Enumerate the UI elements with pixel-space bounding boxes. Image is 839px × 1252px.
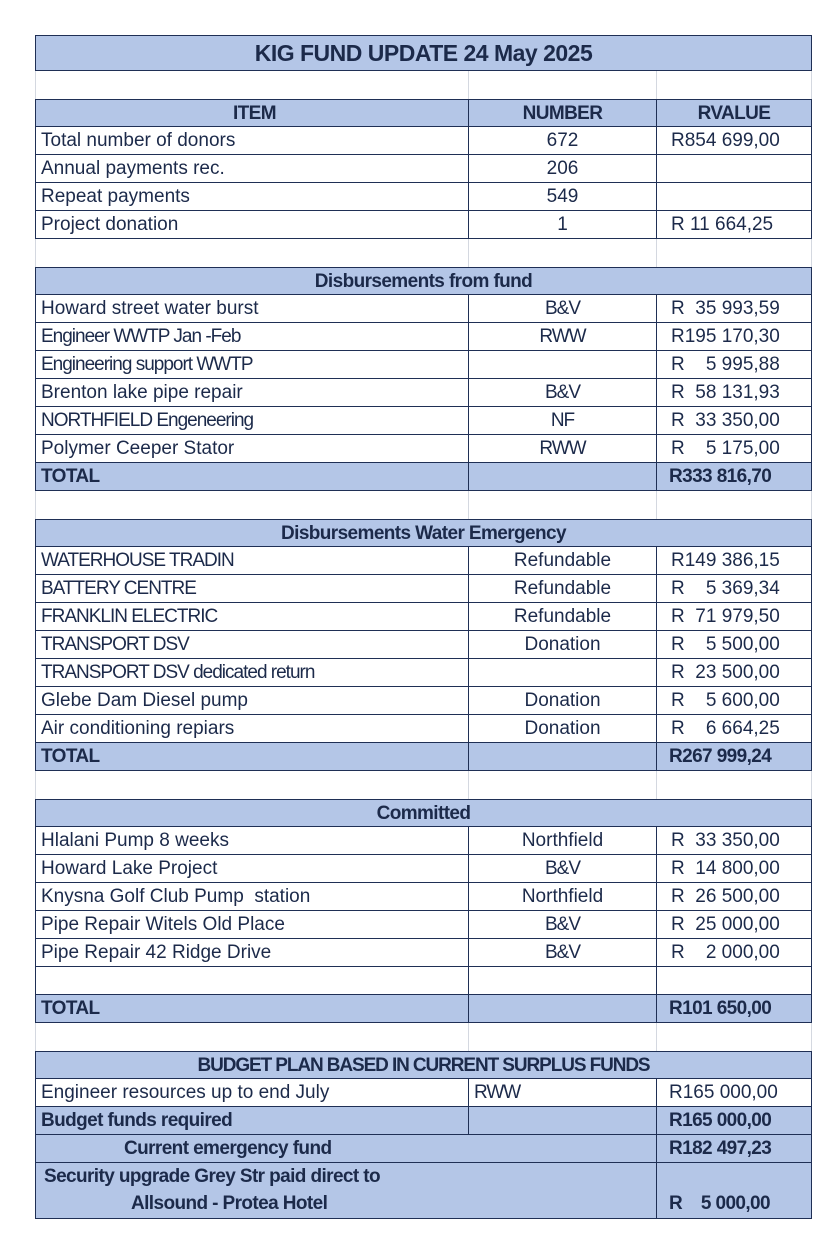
table-row (35, 407, 812, 435)
value-cell: R 26 500,00 (656, 883, 812, 911)
item-cell: BATTERY CENTRE (35, 575, 468, 603)
number-cell: 549 (468, 183, 656, 211)
section-heading: Disbursements from fund (35, 267, 812, 295)
value-cell: R149 386,15 (656, 547, 812, 575)
table-row (35, 687, 812, 715)
table-row (35, 827, 812, 855)
item-cell: Air conditioning repiars (35, 715, 468, 743)
item-cell: Hlalani Pump 8 weeks (35, 827, 468, 855)
table-row (35, 435, 812, 463)
item-cell: NORTHFIELD Engeneering (35, 407, 468, 435)
number-cell: Donation (468, 687, 656, 715)
table-row (35, 631, 812, 659)
table-row (35, 211, 812, 239)
table-row (35, 295, 812, 323)
item-cell: Pipe Repair Witels Old Place (35, 911, 468, 939)
item-cell: Project donation (35, 211, 468, 239)
value-cell: R 33 350,00 (656, 827, 812, 855)
current-fund-value: R182 497,23 (656, 1135, 812, 1163)
number-cell: RWW (468, 435, 656, 463)
total-value: R333 816,70 (656, 463, 812, 491)
header-item: ITEM (35, 99, 468, 127)
budget-required-label: Budget funds required (35, 1107, 468, 1135)
table-row (35, 351, 812, 379)
item-cell: Brenton lake pipe repair (35, 379, 468, 407)
value-cell: R 5 600,00 (656, 687, 812, 715)
number-cell: Refundable (468, 547, 656, 575)
item-cell: FRANKLIN ELECTRIC (35, 603, 468, 631)
value-cell: R 35 993,59 (656, 295, 812, 323)
item-cell: Engineering support WWTP (35, 351, 468, 379)
item-cell: Howard Lake Project (35, 855, 468, 883)
table-row (35, 575, 812, 603)
item-cell: Knysna Golf Club Pump station (35, 883, 468, 911)
number-cell: 206 (468, 155, 656, 183)
number-cell (468, 351, 656, 379)
table-row (35, 155, 812, 183)
value-cell: R165 000,00 (656, 1079, 812, 1107)
value-cell: R195 170,30 (656, 323, 812, 351)
section-heading-row (35, 267, 812, 295)
spacer-row (35, 71, 812, 99)
item-cell: WATERHOUSE TRADIN (35, 547, 468, 575)
item-cell: Total number of donors (35, 127, 468, 155)
number-cell: Donation (468, 631, 656, 659)
number-cell: B&V (468, 295, 656, 323)
header-number: NUMBER (468, 99, 656, 127)
table-row (35, 855, 812, 883)
value-cell (656, 155, 812, 183)
total-label: TOTAL (35, 995, 468, 1023)
table-row (35, 883, 812, 911)
value-cell (656, 183, 812, 211)
fund-update-sheet (35, 35, 812, 1219)
security-label (35, 1163, 656, 1219)
item-cell: Pipe Repair 42 Ridge Drive (35, 939, 468, 967)
table-row (35, 379, 812, 407)
spacer-row (35, 1023, 812, 1051)
item-cell: Polymer Ceeper Stator (35, 435, 468, 463)
number-cell: RWW (468, 323, 656, 351)
table-row (35, 967, 812, 995)
title-row (35, 35, 812, 71)
value-cell: R 5 175,00 (656, 435, 812, 463)
total-row (35, 995, 812, 1023)
header-rvalue: RVALUE (656, 99, 812, 127)
current-fund-row (35, 1135, 812, 1163)
total-value: R267 999,24 (656, 743, 812, 771)
table-row (35, 1079, 812, 1107)
table-row (35, 715, 812, 743)
number-cell: 1 (468, 211, 656, 239)
security-line-1: Security upgrade Grey Str paid direct to (44, 1166, 381, 1187)
number-cell: 672 (468, 127, 656, 155)
table-row (35, 911, 812, 939)
table-row (35, 939, 812, 967)
value-cell: R 25 000,00 (656, 911, 812, 939)
table-row (35, 603, 812, 631)
table-row (35, 323, 812, 351)
total-row (35, 463, 812, 491)
total-label: TOTAL (35, 743, 468, 771)
value-cell: R 2 000,00 (656, 939, 812, 967)
value-cell: R 71 979,50 (656, 603, 812, 631)
item-cell: Engineer resources up to end July (35, 1079, 468, 1107)
security-row (35, 1163, 812, 1219)
section-heading: Disbursements Water Emergency (35, 519, 812, 547)
number-cell: RWW (468, 1079, 656, 1107)
spacer-row (35, 771, 812, 799)
section-heading: Committed (35, 799, 812, 827)
current-fund-label: Current emergency fund (35, 1135, 656, 1163)
item-cell: Annual payments rec. (35, 155, 468, 183)
number-cell: B&V (468, 911, 656, 939)
value-cell: R 6 664,25 (656, 715, 812, 743)
item-cell: TRANSPORT DSV dedicated return (35, 659, 468, 687)
number-cell: B&V (468, 855, 656, 883)
number-cell: Refundable (468, 603, 656, 631)
number-cell: Refundable (468, 575, 656, 603)
budget-required-value: R165 000,00 (656, 1107, 812, 1135)
number-cell: Northfield (468, 883, 656, 911)
number-cell: B&V (468, 939, 656, 967)
value-cell: R 14 800,00 (656, 855, 812, 883)
value-cell: R 23 500,00 (656, 659, 812, 687)
table-row (35, 547, 812, 575)
table-row (35, 127, 812, 155)
number-cell (468, 659, 656, 687)
value-cell: R854 699,00 (656, 127, 812, 155)
number-cell: NF (468, 407, 656, 435)
total-value: R101 650,00 (656, 995, 812, 1023)
item-cell: Howard street water burst (35, 295, 468, 323)
spacer-row (35, 239, 812, 267)
security-value: R 5 000,00 (656, 1163, 812, 1219)
number-cell: Northfield (468, 827, 656, 855)
value-cell: R 11 664,25 (656, 211, 812, 239)
budget-required-row (35, 1107, 812, 1135)
value-cell: R 58 131,93 (656, 379, 812, 407)
value-cell: R 5 500,00 (656, 631, 812, 659)
section-heading-row (35, 519, 812, 547)
value-cell: R 5 369,34 (656, 575, 812, 603)
total-row (35, 743, 812, 771)
summary-header-row (35, 99, 812, 127)
page-title: KIG FUND UPDATE 24 May 2025 (35, 35, 812, 71)
item-cell: Glebe Dam Diesel pump (35, 687, 468, 715)
table-row (35, 659, 812, 687)
number-cell: B&V (468, 379, 656, 407)
value-cell: R 5 995,88 (656, 351, 812, 379)
section-heading: BUDGET PLAN BASED IN CURRENT SURPLUS FUNDS (35, 1051, 812, 1079)
number-cell: Donation (468, 715, 656, 743)
section-heading-row (35, 799, 812, 827)
security-line-2: Allsound - Protea Hotel (131, 1193, 328, 1214)
item-cell: Engineer WWTP Jan -Feb (35, 323, 468, 351)
total-label: TOTAL (35, 463, 468, 491)
value-cell: R 33 350,00 (656, 407, 812, 435)
item-cell: TRANSPORT DSV (35, 631, 468, 659)
section-heading-row (35, 1051, 812, 1079)
table-row (35, 183, 812, 211)
item-cell: Repeat payments (35, 183, 468, 211)
spacer-row (35, 491, 812, 519)
